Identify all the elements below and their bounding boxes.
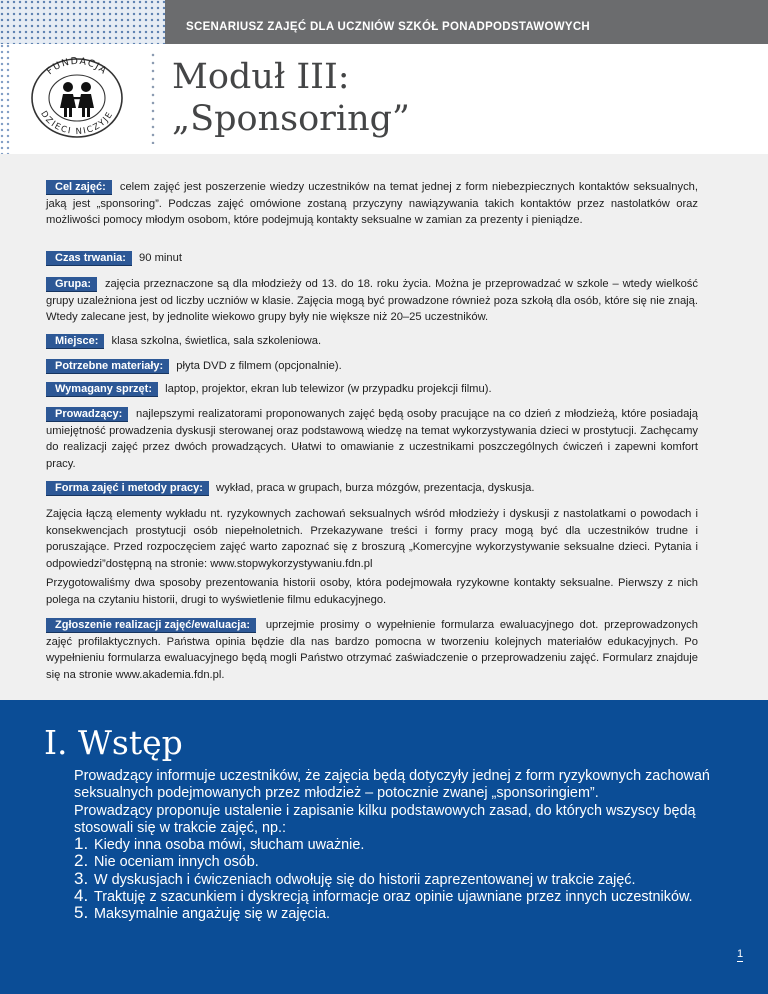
story-paragraph: Przygotowaliśmy dwa sposoby prezentowania historii osoby, która podejmowała ryzykowne kontakty seksualne. Pierwszy z nich polega na czytaniu historii, drugi to wyświetlenie filmu edukacyjnego. xyxy=(46,577,698,606)
rule-item xyxy=(74,834,710,854)
evaluation-text: uprzejmie prosimy o wypełnienie formularza ewaluacyjnego dot. przeprowadzonych zajęć profilaktycznych. Państwa opinia będzie dla nas bardzo pomocna w tworzeniu kolejnych materiałów edukacyjnych. Po wypełnieniu formularza ewaluacyjnego będą mogli Państwo otrzymać zaświadczenie o przeprowadzeniu zajęć. Formularz znajduje się na stronie www.akademia.fdn.pl. xyxy=(46,619,698,681)
materials-label: Potrzebne materiały: xyxy=(46,359,169,374)
leaders-text: najlepszymi realizatorami proponowanych zajęć będą osoby pracujące na co dzień z młodzieżą, które posiadają umiejętność prowadzenia dyskusji sterowanej oraz podstawową wiedzę na temat wykorzystywania dzieci w prostytucji. Zachęcamy do realizacji zajęć przez dwóch prowadzących. Ułatwi to omawianie z uczestnikami poszczególnych ćwiczeń i zapewni komfort pracy. xyxy=(46,408,698,470)
duration-text: 90 minut xyxy=(135,252,182,264)
evaluation-paragraph xyxy=(46,617,698,683)
rule-number: 4. xyxy=(74,886,89,906)
leaders-label: Prowadzący: xyxy=(46,407,128,422)
place-label: Miejsce: xyxy=(46,334,104,349)
place-text: klasa szkolna, świetlica, sala szkoleniowa. xyxy=(108,335,322,347)
intro-paragraph-1: Prowadzący informuje uczestników, że zajęcia będą dotyczyły jednej z form ryzykownych zachowań seksualnych podejmowanych przez młodzież – potocznie zwanej „sponsoringiem”. xyxy=(74,768,710,802)
equipment-label: Wymagany sprzęt: xyxy=(46,382,158,397)
group-label: Grupa: xyxy=(46,277,97,292)
page-number: 1 xyxy=(737,948,744,960)
duration-paragraph xyxy=(46,250,698,267)
scenario-kicker: SCENARIUSZ ZAJĘĆ DLA UCZNIÓW SZKÓŁ PONADPODSTAWOWYCH xyxy=(186,21,591,33)
rule-text: Nie oceniam innych osób. xyxy=(94,854,259,871)
group-text: zajęcia przeznaczone są dla młodzieży od 13. do 18. roku życia. Można je przeprowadzać w szkole – wtedy wielkość grupy uzależniona jest od liczby uczniów w klasie. Zajęcia mogą być prowadzone również poza szkołą dla osób, które się nie znają. Wtedy zalecane jest, by jednolite wiekowo grupy były nie większe niż 20–25 uczestników. xyxy=(46,278,698,323)
intro-body xyxy=(74,768,710,924)
goal-label: Cel zajęć: xyxy=(46,180,112,195)
rule-item xyxy=(74,851,710,871)
methods-text: wykład, praca w grupach, burza mózgów, prezentacja, dyskusja. xyxy=(212,482,535,494)
methods-paragraph xyxy=(46,480,698,497)
leaders-paragraph xyxy=(46,406,698,472)
rule-item xyxy=(74,868,710,889)
goal-paragraph xyxy=(46,179,698,229)
rule-item xyxy=(74,903,710,923)
decorative-dot-column xyxy=(150,52,156,144)
duration-label: Czas trwania: xyxy=(46,251,132,266)
rules-list xyxy=(74,834,710,923)
lecture-paragraph: Zajęcia łączą elementy wykładu nt. ryzykownych zachowań seksualnych wśród młodzieży i dyskusji z nastolatkami o powodach i konsekwencjach prostytucji osób niepełnoletnich. Przekazywane treści i formy pracy mogą być dla uczestników trudne i poruszające. Przed rozpoczęciem zajęć warto zapoznać się z broszurą „Komercyjne wykorzystywanie seksualne dzieci. Pytania i odpowiedzi”dostępną na stronie: www.stopwykorzystywaniu.fdn.pl xyxy=(46,508,698,570)
rule-text: Maksymalnie angażuję się w zajęcia. xyxy=(94,906,330,923)
module-subtitle: „Sponsoring” xyxy=(172,99,410,139)
rule-text: Traktuję z szacunkiem i dyskrecją informacje oraz opinie ujawniane przez innych uczestników. xyxy=(94,889,693,906)
decorative-dot-strip xyxy=(0,44,10,154)
intro-heading: I. Wstęp xyxy=(44,723,183,762)
foundation-logo xyxy=(30,54,124,138)
logo-bottom-text: DZIECI NICZYJE xyxy=(38,109,116,138)
rule-number: 5. xyxy=(74,903,89,923)
rule-text: Kiedy inna osoba mówi, słucham uważnie. xyxy=(94,837,365,854)
materials-paragraph xyxy=(46,358,698,375)
equipment-text: laptop, projektor, ekran lub telewizor (w przypadku projekcji filmu). xyxy=(162,383,492,395)
decorative-dot-pattern xyxy=(0,0,165,44)
equipment-paragraph xyxy=(46,381,698,398)
evaluation-label: Zgłoszenie realizacji zajęć/ewaluacja: xyxy=(46,618,256,633)
rule-number: 1. xyxy=(74,834,89,854)
rule-text: W dyskusjach i ćwiczeniach odwołuję się do historii zaprezentowanej w trakcie zajęć. xyxy=(94,871,636,888)
logo-top-text: FUNDACJA xyxy=(44,55,110,78)
rule-item xyxy=(74,886,710,906)
rule-number: 2. xyxy=(74,851,89,871)
rule-number: 3. xyxy=(74,868,89,888)
goal-text: celem zajęć jest poszerzenie wiedzy uczestników na temat jednej z form niebezpiecznych kontaktów seksualnych, jaką jest „sponsoring”. Podczas zajęć omówione zostaną przyczyny nawiązywania takich kontaktów przez nastolatków oraz możliwości pomocy młodym osobom, które podejmują kontakty seksualne w zamian za prezenty i pieniądze. xyxy=(46,181,698,226)
intro-paragraph-2: Prowadzący proponuje ustalenie i zapisanie kilku podstawowych zasad, do których wszyscy będą stosowali się w trakcie zajęć, np.: xyxy=(74,802,696,836)
methods-label: Forma zajęć i metody pracy: xyxy=(46,481,209,496)
place-paragraph xyxy=(46,333,698,350)
materials-text: płyta DVD z filmem (opcjonalnie). xyxy=(173,360,342,372)
module-title: Moduł III: xyxy=(172,57,350,97)
page-header xyxy=(0,0,768,154)
group-paragraph xyxy=(46,276,698,326)
